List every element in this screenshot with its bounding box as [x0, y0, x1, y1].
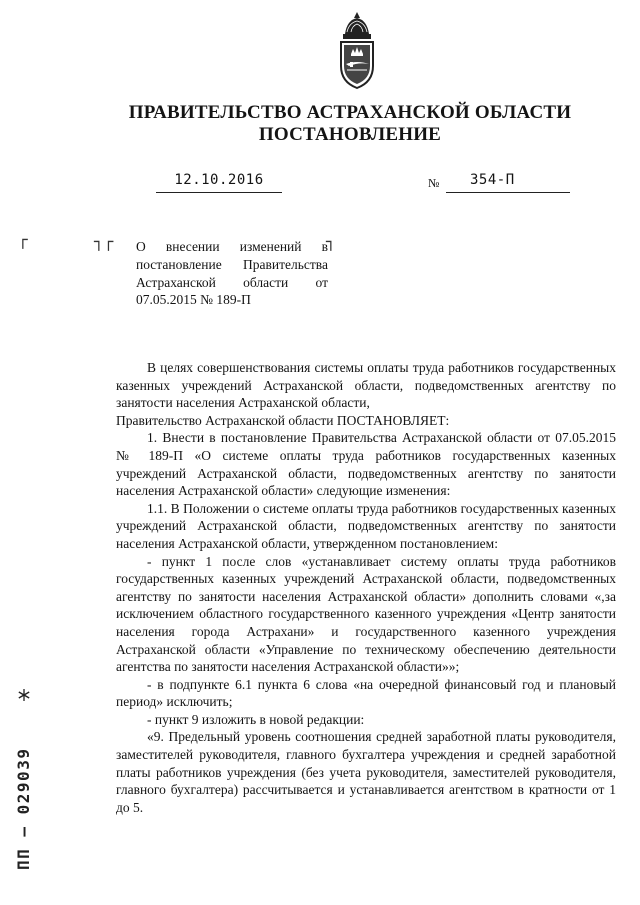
corner-mark-subject-left: ┐┌ [94, 232, 114, 251]
corner-mark-left: ┌ [18, 230, 28, 249]
number-label: № [428, 176, 440, 190]
body-paragraph: В целях совершенствования системы оплаты труда работников государственных казенных учреждений Астраханской области, подведомственных агентству по занятости населения Астраханской области, [116, 360, 616, 411]
body-paragraph: «9. Предельный уровень соотношения средней заработной платы руководителя, заместителей руководителя, главного бухгалтера учреждения и средней заработной платы работников учреждения (без учета руководителя, заместителей руководителя, главного бухгалтера) рассчитывается и устанавливается агентством в кратности от 1 до 5. [116, 729, 616, 815]
government-title: ПРАВИТЕЛЬСТВО АСТРАХАНСКОЙ ОБЛАСТИ [128, 102, 572, 123]
body-paragraph: Правительство Астраханской области ПОСТАНОВЛЯЕТ: [116, 412, 450, 428]
body-paragraph: - пункт 1 после слов «устанавливает систему оплаты труда работников государственных казенных учреждений Астраханской области, подведомственных агентству по занятости населения Астраханской области» дополнить словами «,за исключением областного государственного казенного учреждения «Центр занятости населения города Астрахани» и государственного казенного учреждения Астраханской области «Управление по техническому обеспечению деятельности агентства по занятости населения Астраханской области»»; [116, 553, 616, 675]
document-subject: О внесении изменений в постановление Правительства Астраханской области от 07.05.2015 № 189-П [136, 239, 328, 308]
body-paragraph: - в подпункте 6.1 пункта 6 слова «на очередной финансовый год и плановый период» исключить; [116, 676, 616, 710]
corner-mark-subject-right: ┐ [326, 232, 336, 251]
document-body [116, 359, 616, 816]
document-date: 12.10.2016 [156, 172, 282, 193]
document-type-title: ПОСТАНОВЛЕНИЕ [258, 124, 442, 145]
document-number: 354-П [470, 172, 515, 188]
document-number-field [446, 172, 570, 193]
serial-number-stamp: ПП – 029039 [14, 747, 33, 870]
body-paragraph: 1. Внести в постановление Правительства Астраханской области от 07.05.2015 № 189-П «О системе оплаты труда работников государственных казенных учреждений Астраханской области, подведомственных агентству по занятости населения Астраханской области» следующие изменения: [116, 430, 616, 499]
body-paragraph: - пункт 9 изложить в новой редакции: [147, 711, 365, 727]
body-paragraph: 1.1. В Положении о системе оплаты труда работников государственных казенных учреждений Астраханской области, подведомственных агентству по занятости населения Астраханской области, утвержденном постановлением: [116, 500, 616, 551]
coat-of-arms-icon [329, 10, 385, 90]
snowflake-icon [17, 688, 31, 702]
